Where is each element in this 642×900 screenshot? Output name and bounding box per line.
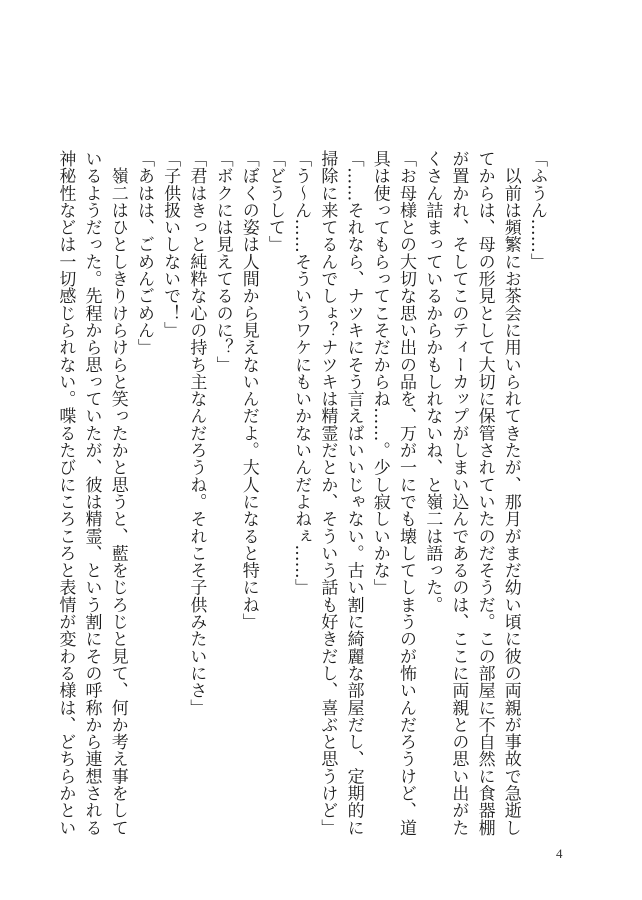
text-line: くさん詰まっているからかもしれないね、と嶺二は語った。 bbox=[422, 150, 443, 614]
text-line: が置かれ、そしてこのティーカップがしまい込んであるのは、ここに両親との思い出がた bbox=[448, 150, 469, 836]
text-line: 「ぼくの姿は人間から見えないんだよ。大人になると特にね」 bbox=[238, 150, 259, 631]
text-line: 以前は頻繁にお茶会に用いられてきたが、那月がまだ幼い頃に彼の両親が事故で急逝し bbox=[500, 150, 521, 836]
text-line: 「……それなら、ナツキにそう言えばいいじゃない。古い割に綺麗な部屋だし、定期的に bbox=[343, 150, 364, 836]
text-line: 「あはは、ごめんごめん」 bbox=[133, 150, 154, 356]
page-number: 4 bbox=[556, 846, 563, 861]
text-line: 「子供扱いしないで！」 bbox=[160, 150, 181, 339]
text-line: 「どうして」 bbox=[264, 150, 285, 253]
text-line: 「お母様との大切な思い出の品を、万が一にでも壊してしまうのが怖いんだろうけど、道 bbox=[395, 150, 416, 836]
text-line: 神秘性などは一切感じられない。喋るたびにころころと表情が変わる様は、どちらかとい bbox=[55, 150, 76, 836]
text-line: てからは、母の形見として大切に保管されていたのだそうだ。この部屋に不自然に食器棚 bbox=[474, 150, 495, 836]
text-line: 「う〜ん……そういうワケにもいかないんだよねぇ……」 bbox=[291, 150, 312, 596]
text-line: 「ボクには見えてるのに？」 bbox=[212, 150, 233, 373]
text-line: 「君はきっと純粋な心の持ち主なんだろうね。それこそ子供みたいにさ」 bbox=[186, 150, 207, 716]
body-text bbox=[52, 150, 550, 836]
text-line: 嶺二はひとしきりけらけらと笑ったかと思うと、藍をじろじと見て、何か考え事をして bbox=[107, 150, 128, 836]
text-line: いるようだった。先程から思っていたが、彼は精霊、という割にその呼称から連想される bbox=[81, 150, 102, 836]
text-line: 具は使ってもらってこそだからね……。少し寂しいかな」 bbox=[369, 150, 390, 596]
text-line: 掃除に来てるんでしょ？ナツキは精霊だとか、そういう話も好きだし、喜ぶと思うけど」 bbox=[317, 150, 338, 836]
text-line: 「ふうん……」 bbox=[527, 150, 547, 271]
